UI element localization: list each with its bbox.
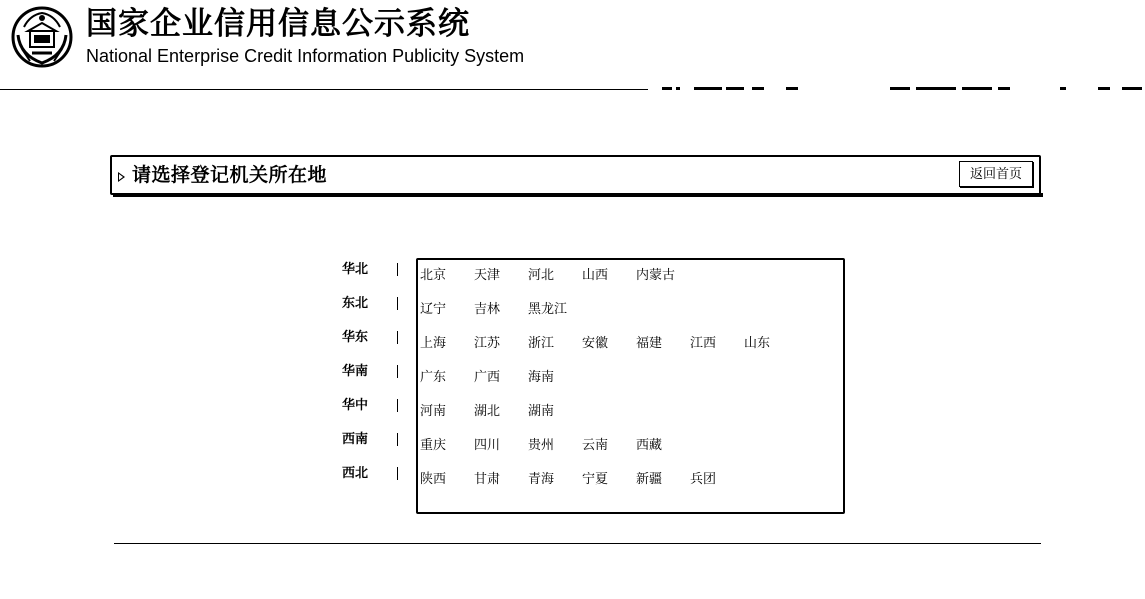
province-link[interactable]: 广东 bbox=[420, 370, 447, 385]
province-link[interactable]: 安徽 bbox=[582, 336, 609, 351]
header-divider bbox=[0, 89, 648, 90]
region-row bbox=[330, 260, 410, 280]
province-link[interactable]: 兵团 bbox=[690, 472, 717, 487]
province-link[interactable]: 陕西 bbox=[420, 472, 447, 487]
site-title-chinese: 国家企业信用信息公示系统 bbox=[86, 6, 470, 42]
header-decoration bbox=[650, 86, 1145, 94]
province-link[interactable]: 重庆 bbox=[420, 438, 447, 453]
province-link[interactable]: 浙江 bbox=[528, 336, 555, 351]
national-emblem-icon bbox=[10, 5, 74, 69]
footer-divider bbox=[114, 543, 1041, 544]
region-row bbox=[330, 294, 410, 314]
province-link[interactable]: 北京 bbox=[420, 268, 447, 283]
region-separator bbox=[397, 399, 398, 412]
province-link[interactable]: 吉林 bbox=[474, 302, 501, 317]
province-link[interactable]: 新疆 bbox=[636, 472, 663, 487]
province-link[interactable]: 山东 bbox=[744, 336, 771, 351]
province-link[interactable]: 河南 bbox=[420, 404, 447, 419]
province-panel bbox=[416, 258, 845, 514]
province-link[interactable]: 辽宁 bbox=[420, 302, 447, 317]
site-title-english: National Enterprise Credit Information Publicity System bbox=[86, 46, 525, 66]
region-row bbox=[330, 362, 410, 382]
province-link[interactable]: 内蒙古 bbox=[636, 268, 676, 283]
province-link[interactable]: 广西 bbox=[474, 370, 501, 385]
back-to-home-button[interactable]: 返回首页 bbox=[959, 161, 1033, 187]
province-link[interactable]: 福建 bbox=[636, 336, 663, 351]
province-link[interactable]: 四川 bbox=[474, 438, 501, 453]
province-link[interactable]: 云南 bbox=[582, 438, 609, 453]
region-name: 西北 bbox=[342, 466, 369, 481]
province-link[interactable]: 黑龙江 bbox=[528, 302, 568, 317]
region-name: 华中 bbox=[342, 398, 369, 413]
province-link[interactable]: 山西 bbox=[582, 268, 609, 283]
region-name: 华东 bbox=[342, 330, 369, 345]
region-row bbox=[330, 430, 410, 450]
region-separator bbox=[397, 297, 398, 310]
location-selector-bar bbox=[110, 155, 1041, 195]
province-link[interactable]: 甘肃 bbox=[474, 472, 501, 487]
province-link[interactable]: 贵州 bbox=[528, 438, 555, 453]
region-row bbox=[330, 328, 410, 348]
region-name: 东北 bbox=[342, 296, 369, 311]
region-separator bbox=[397, 467, 398, 480]
caret-right-icon bbox=[118, 172, 125, 182]
region-name: 西南 bbox=[342, 432, 369, 447]
province-link[interactable]: 天津 bbox=[474, 268, 501, 283]
region-name: 华北 bbox=[342, 262, 369, 277]
region-name: 华南 bbox=[342, 364, 369, 379]
region-row bbox=[330, 396, 410, 416]
province-link[interactable]: 宁夏 bbox=[582, 472, 609, 487]
province-link[interactable]: 青海 bbox=[528, 472, 555, 487]
province-link[interactable]: 上海 bbox=[420, 336, 447, 351]
province-link[interactable]: 河北 bbox=[528, 268, 555, 283]
province-link[interactable]: 西藏 bbox=[636, 438, 663, 453]
region-separator bbox=[397, 331, 398, 344]
province-link[interactable]: 湖南 bbox=[528, 404, 555, 419]
region-separator bbox=[397, 263, 398, 276]
region-separator bbox=[397, 365, 398, 378]
province-link[interactable]: 江苏 bbox=[474, 336, 501, 351]
region-row bbox=[330, 464, 410, 484]
region-separator bbox=[397, 433, 398, 446]
province-link[interactable]: 湖北 bbox=[474, 404, 501, 419]
province-link[interactable]: 海南 bbox=[528, 370, 555, 385]
selector-prompt: 请选择登记机关所在地 bbox=[132, 164, 328, 186]
province-link[interactable]: 江西 bbox=[690, 336, 717, 351]
